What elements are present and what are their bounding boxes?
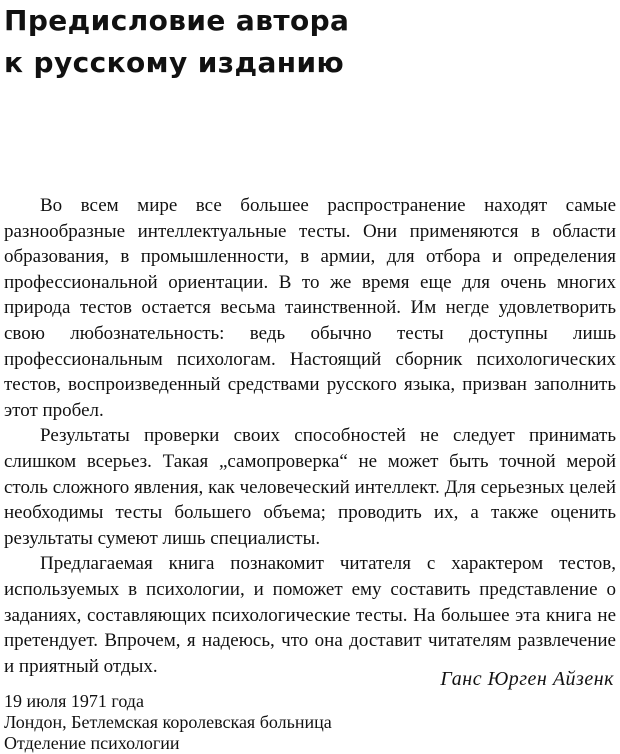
dateline: [4, 691, 332, 754]
author-signature: Ганс Юрген Айзенк: [440, 668, 614, 690]
page-title: [4, 0, 349, 84]
dateline-place: Лондон, Бетлемская королевская больница: [4, 712, 332, 732]
paragraph-2: Результаты проверки своих способностей не следует принимать слишком всерьез. Такая „самопроверка“ не может быть точной мерой столь сложного явления, как человеческий интеллект. Для серьезных целей необходимы тесты большего объема; проводить их, а также оценить результаты сумеют лишь специалисты.: [4, 425, 616, 549]
title-line-1: Предисловие автора: [4, 4, 350, 37]
preface-body: [4, 193, 616, 679]
paragraph-1: Во всем мире все большее распространение находят самые разнообразные интеллектуальные тесты. Они применяются в области образования, в промышленности, в армии, для отбора и определения профессиональной ориентации. В то же время еще для очень многих природа тестов остается весьма таинственной. Им негде удовлетворить свою любознательность: ведь обычно тесты доступны лишь профессиональным психологам. Настоящий сборник психологических тестов, воспроизведенный средствами русского языка, призван заполнить этот пробел.: [4, 195, 616, 421]
paragraph-3: Предлагаемая книга познакомит читателя с характером тестов, используемых в психологии, и поможет ему составить представление о заданиях, составляющих психологические тесты. На большее эта книга не претендует. Впрочем, я надеюсь, что она доставит читателям развлечение и приятный отдых.: [4, 553, 616, 677]
dateline-date: 19 июля 1971 года: [4, 691, 144, 711]
title-line-2: к русскому изданию: [4, 46, 345, 79]
dateline-department: Отделение психологии: [4, 733, 180, 753]
